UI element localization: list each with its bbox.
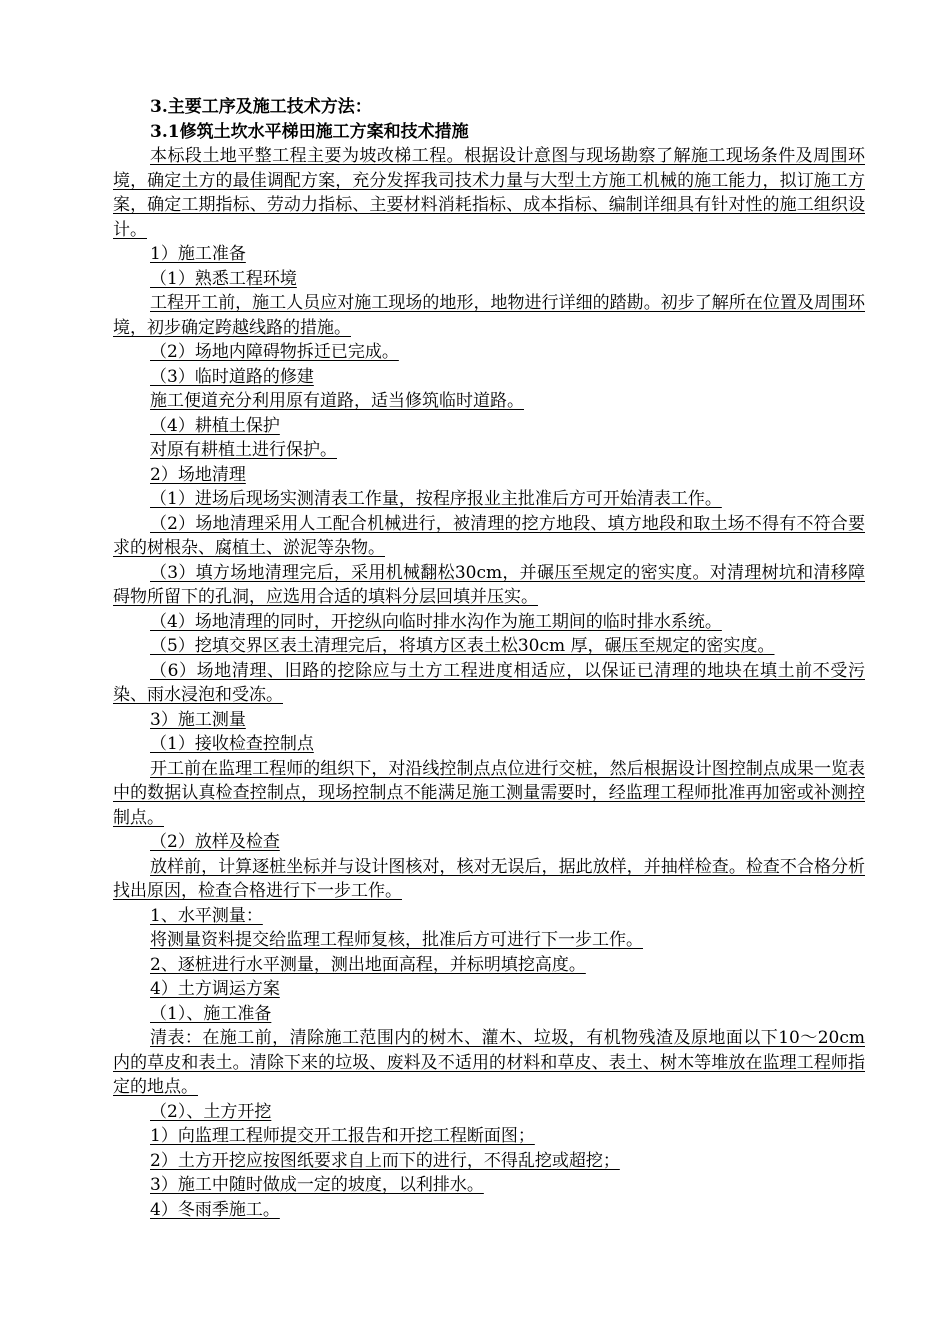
list-item: （3）临时道路的修建 (150, 366, 314, 387)
list-item: 1、水平测量： (150, 905, 263, 926)
list-item: （2）、土方开挖 (150, 1101, 272, 1122)
list-heading: 2）场地清理 (150, 464, 246, 485)
paragraph: 开工前在监理工程师的组织下，对沿线控制点点位进行交桩，然后根据设计图控制点成果一览表中的数据认真检查控制点，现场控制点不能满足施工测量需要时，经监理工程师批准再加密或补测控制点。 (113, 758, 865, 828)
list-item: （6）场地清理、旧路的挖除应与土方工程进度相适应，以保证已清理的地块在填土前不受污染、雨水浸泡和受冻。 (113, 660, 865, 705)
list-heading: 1）施工准备 (150, 244, 246, 264)
list-item: 2）土方开挖应按图纸要求自上而下的进行，不得乱挖或超挖； (150, 1150, 620, 1171)
paragraph: 施工便道充分利用原有道路，适当修筑临时道路。 (150, 391, 524, 411)
list-item: 2、逐桩进行水平测量，测出地面高程，并标明填挖高度。 (150, 954, 586, 975)
list-item: （2）场地清理采用人工配合机械进行，被清理的挖方地段、填方地段和取土场不得有不符合要求的树根杂、腐植土、淤泥等杂物。 (113, 513, 865, 558)
list-item: （5）挖填交界区表土清理完后，将填方区表土松30cm 厚，碾压至规定的密实度。 (150, 636, 775, 656)
document-body (113, 95, 865, 1222)
list-item: （4）场地清理的同时，开挖纵向临时排水沟作为施工期间的临时排水系统。 (150, 611, 722, 632)
list-item: 1）向监理工程师提交开工报告和开挖工程断面图； (150, 1126, 535, 1146)
list-item: （1）、施工准备 (150, 1003, 272, 1024)
list-item: （3）填方场地清理完后，采用机械翻松30cm，并碾压至规定的密实度。对清理树坑和清移障碍物所留下的孔洞，应选用合适的填料分层回填并压实。 (113, 562, 865, 607)
list-heading: 4）土方调运方案 (150, 979, 280, 999)
paragraph: 将测量资料提交给监理工程师复核，批准后方可进行下一步工作。 (150, 930, 643, 950)
list-item: （2）场地内障碍物拆迁已完成。 (150, 342, 399, 362)
paragraph: 工程开工前，施工人员应对施工现场的地形，地物进行详细的踏勘。初步了解所在位置及周围环境，初步确定跨越线路的措施。 (113, 293, 865, 338)
list-item: （4）耕植土保护 (150, 415, 280, 436)
section-heading: 3.主要工序及施工技术方法： (150, 97, 372, 117)
list-item: （1）熟悉工程环境 (150, 268, 297, 289)
paragraph: 放样前，计算逐桩坐标并与设计图核对，核对无误后，据此放样，并抽样检查。检查不合格分析找出原因，检查合格进行下一步工作。 (113, 856, 865, 901)
list-item: 4）冬雨季施工。 (150, 1199, 280, 1220)
list-item: （1）进场后现场实测清表工作量，按程序报业主批准后方可开始清表工作。 (150, 489, 722, 509)
list-item: 3）施工中随时做成一定的坡度，以利排水。 (150, 1175, 484, 1195)
list-heading: 3）施工测量 (150, 709, 246, 730)
subsection-heading: 3.1修筑土坎水平梯田施工方案和技术措施 (150, 121, 469, 142)
paragraph: 本标段土地平整工程主要为坡改梯工程。根据设计意图与现场勘察了解施工现场条件及周围环境，确定土方的最佳调配方案，充分发挥我司技术力量与大型土方施工机械的施工能力，拟订施工方案，确定工期指标、劳动力指标、主要材料消耗指标、成本指标、编制详细具有针对性的施工组织设计。 (113, 146, 865, 240)
paragraph: 清表：在施工前，清除施工范围内的树木、灌木、垃圾，有机物残渣及原地面以下10～20cm 内的草皮和表土。清除下来的垃圾、废料及不适用的材料和草皮、表土、树木等堆放在监理工程师指定的地点。 (113, 1028, 865, 1097)
list-item: （1）接收检查控制点 (150, 734, 314, 754)
paragraph: 对原有耕植土进行保护。 (150, 440, 337, 460)
list-item: （2）放样及检查 (150, 832, 280, 852)
